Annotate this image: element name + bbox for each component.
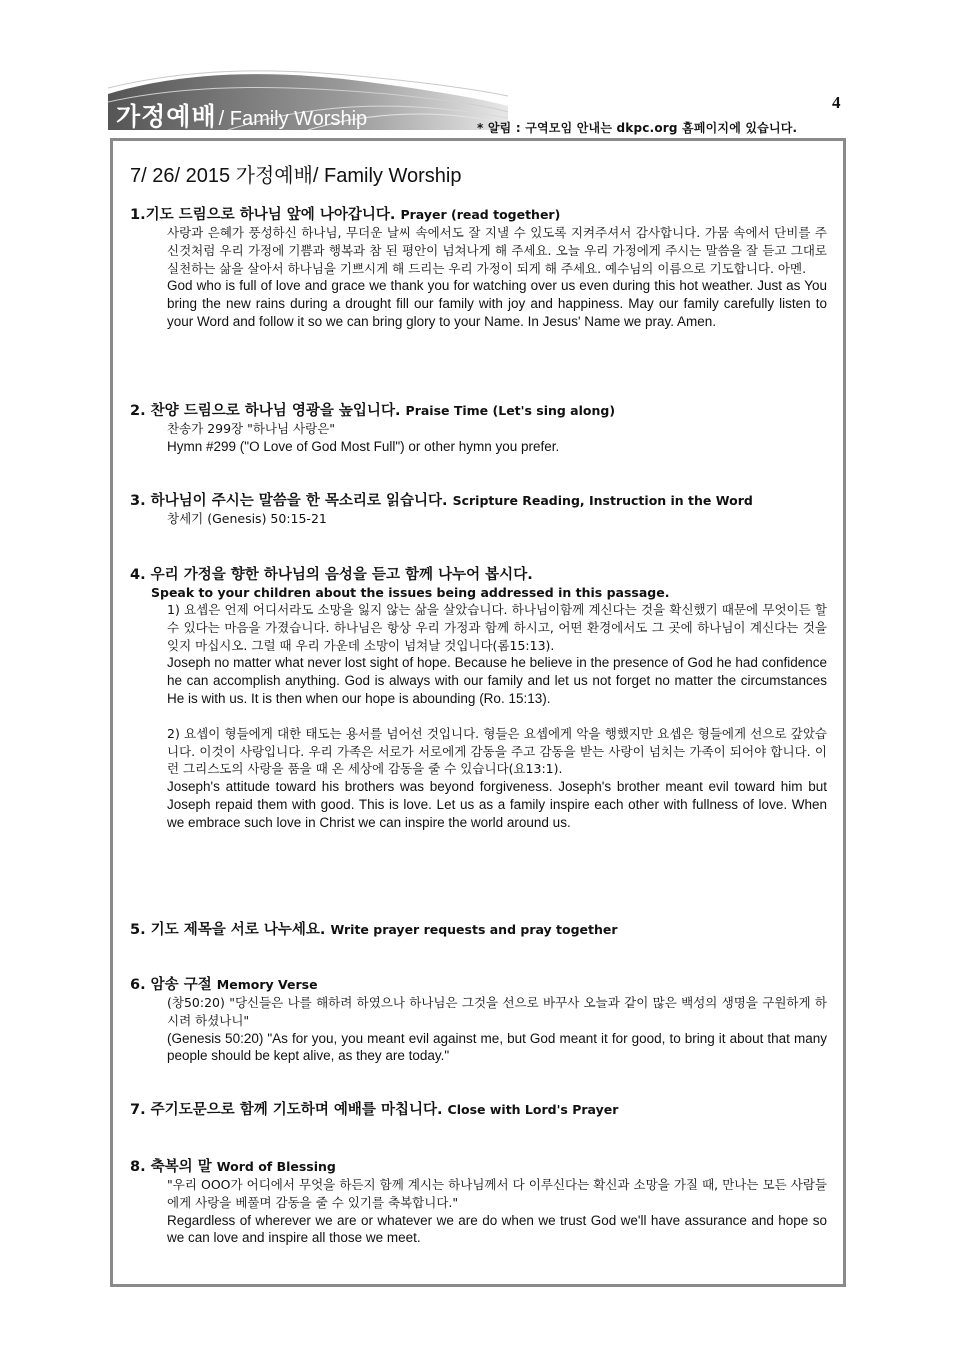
paragraph-korean: 1) 요셉은 언제 어디서라도 소망을 잃지 않는 삶을 살았습니다. 하나님이함께 계신다는 것을 확신했기 때문에 무엇이든 할 수 있다는 마음을 가졌습니다. 하나님은 항상 우리 가정과 함께 하시고, 어떤 환경에서도 그 곳에 하나님이 계신다는 것을 잊지 마십시오. 그럴 때 우리 가운데 소망이 넘쳐날 것입니다(롬15:13). xyxy=(167,602,827,653)
section-heading-korean: 6. 암송 구절 xyxy=(130,977,212,993)
section-heading-korean: 3. 하나님이 주시는 말씀을 한 목소리로 읽습니다. xyxy=(130,493,448,509)
page-number: 4 xyxy=(832,93,841,112)
section-lords-prayer xyxy=(130,1101,830,1119)
paragraph-korean: 2) 요셉이 형들에게 대한 태도는 용서를 넘어선 것입니다. 형들은 요셉에게 악을 행했지만 요셉은 형들에게 선으로 갚았습니다. 이것이 사랑입니다. 우리 가족은 서로가 서로에게 감동을 주고 감동을 받는 사랑이 넘치는 가족이 되어야 합니다. 이런 그리스도의 사랑을 품을 때 온 세상에 감동을 줄 수 있습니다(요13:1). xyxy=(167,725,827,777)
section-heading-english: Scripture Reading, Instruction in the Word xyxy=(452,493,753,508)
section-memory-verse xyxy=(130,976,830,1065)
section-blessing xyxy=(130,1158,830,1247)
section-heading xyxy=(130,402,830,420)
section-heading-english: Praise Time (Let's sing along) xyxy=(405,403,616,418)
section-scripture xyxy=(130,492,830,528)
section-heading xyxy=(130,921,830,939)
section-heading xyxy=(130,566,830,584)
paragraph-korean: (창50:20) "당신들은 나를 해하려 하였으나 하나님은 그것을 선으로 바꾸사 오늘과 같이 많은 백성의 생명을 구원하게 하시려 하셨나니" xyxy=(167,995,827,1028)
section-heading-english: Prayer (read together) xyxy=(400,207,561,222)
section-heading-korean: 1.기도 드림으로 하나님 앞에 나아갑니다. xyxy=(130,207,396,223)
section-heading xyxy=(130,492,830,510)
paragraph-reference: 창세기 (Genesis) 50:15-21 xyxy=(167,511,327,526)
paragraph-english: Joseph no matter what never lost sight of hope. Because he believe in the presence of God he had confidence he can accomplish anything. God is always with our family and let us not forget no matter the circumstances He is with us. It is then when our hope is abounding (Ro. 15:13). xyxy=(167,655,827,706)
paragraph-english: Regardless of wherever we are or whatever we are do when we trust God we'll have assurance and hope so we can love and inspire all those we meet. xyxy=(167,1212,827,1246)
section-heading-korean: 7. 주기도문으로 함께 기도하며 예배를 마칩니다. xyxy=(130,1102,443,1118)
header-title-english: / Family Worship xyxy=(218,108,368,130)
section-heading xyxy=(130,1158,830,1176)
paragraph-english: Joseph's attitude toward his brothers was beyond forgiveness. Joseph's brother meant evil toward him but Joseph repaid them with good. This is love. Let us as a family inspire each other with fullness of love. When we embrace such love in Christ we can inspire the world around us. xyxy=(167,779,827,830)
section-heading-english: Memory Verse xyxy=(216,977,318,992)
worship-date-title: 7/ 26/ 2015 가정예배/ Family Worship xyxy=(130,165,462,187)
section-subheading: Speak to your children about the issues being addressed in this passage. xyxy=(151,585,670,600)
section-prayer xyxy=(130,206,830,331)
section-prayer-requests xyxy=(130,921,830,939)
header-notice: * 알림 : 구역모임 안내는 dkpc.org 홈페이지에 있습니다. xyxy=(477,121,798,135)
header-title-korean: 가정예배 xyxy=(116,102,217,131)
section-heading-korean: 5. 기도 제목을 서로 나누세요. xyxy=(130,922,326,938)
paragraph-korean: 사랑과 은혜가 풍성하신 하나님, 무더운 날씨 속에서도 잘 지낼 수 있도록 지켜주셔서 감사합니다. 가뭄 속에서 단비를 주신것처럼 우리 가정에 기쁨과 행복과 참 된 평안이 넘쳐나게 해 주세요. 오늘 우리 가정에게 주시는 말씀을 잘 듣고 그대로 실천하는 삶을 살아서 하나님을 기쁘시게 해 드리는 우리 가정이 되게 해 주세요. 예수님의 이름으로 기도합니다. 아멘. xyxy=(167,225,827,276)
section-heading xyxy=(130,206,830,224)
paragraph-english: (Genesis 50:20) "As for you, you meant evil against me, but God meant it for good, to bring it about that many people should be kept alive, as they are today." xyxy=(167,1030,827,1064)
paragraph-korean: "우리 OOO가 어디에서 무엇을 하든지 함께 계시는 하나님께서 다 이루신다는 확신과 소망을 가질 때, 만나는 모든 사람들에게 사랑을 베풀며 감동을 줄 수 있기를 축복합니다." xyxy=(167,1177,827,1210)
section-discussion xyxy=(130,566,830,832)
section-heading xyxy=(130,976,830,994)
section-heading xyxy=(130,1101,830,1119)
section-heading-korean: 2. 찬양 드림으로 하나님 영광을 높입니다. xyxy=(130,403,401,419)
section-praise xyxy=(130,402,830,456)
section-heading-korean: 8. 축복의 말 xyxy=(130,1159,212,1175)
section-heading-korean: 4. 우리 가정을 향한 하나님의 음성을 듣고 함께 나누어 봅시다. xyxy=(130,567,533,583)
paragraph-korean: 찬송가 299장 "하나님 사랑은" xyxy=(167,421,336,436)
paragraph-english: Hymn #299 ("O Love of God Most Full") or other hymn you prefer. xyxy=(167,438,560,454)
section-heading-english: Word of Blessing xyxy=(216,1159,336,1174)
header-title xyxy=(116,97,367,133)
paragraph-english: God who is full of love and grace we thank you for watching over us even during this hot weather. Just as You bring the new rains during a drought fill our family with joy and happiness. May our family carefully listen to your Word and follow it so we can bring glory to your Name. In Jesus' Name we pray. Amen. xyxy=(167,278,827,329)
section-heading-english: Close with Lord's Prayer xyxy=(447,1102,619,1117)
section-heading-english: Write prayer requests and pray together xyxy=(330,922,618,937)
